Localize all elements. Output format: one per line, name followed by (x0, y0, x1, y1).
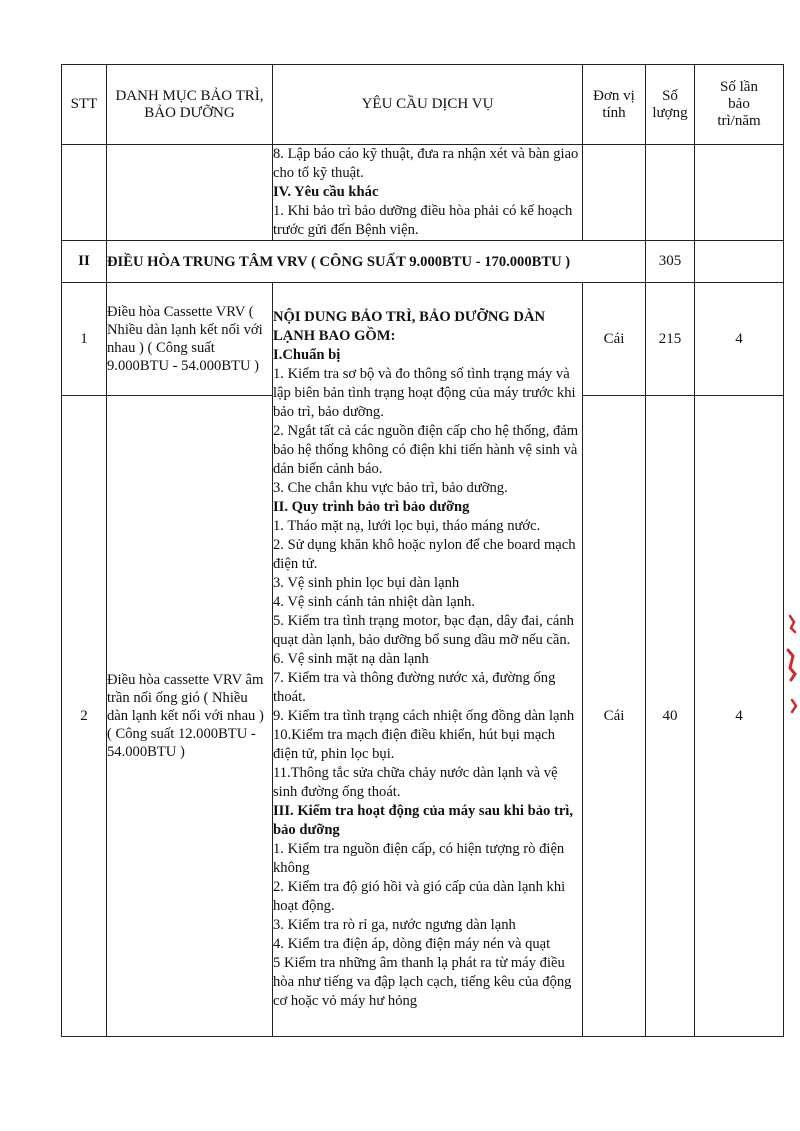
maintenance-table (61, 64, 784, 1037)
requirement-line: 11.Thông tắc sửa chữa chảy nước dàn lạnh và vệ sinh đường ống thoát. (273, 765, 558, 800)
item-stt: 2 (62, 396, 107, 1037)
requirements-list (273, 308, 582, 1011)
requirement-line: 6. Vệ sinh mặt nạ dàn lạnh (273, 651, 429, 667)
cell-empty (107, 145, 273, 241)
requirement-line: 5. Kiểm tra tình trạng motor, bạc đạn, dây đai, cánh quạt dàn lạnh, bảo dưỡng bổ sung dầu mỡ nếu cần. (273, 613, 574, 648)
continued-requirements-cell (273, 145, 583, 241)
table-row-continued (62, 145, 784, 241)
section-row (62, 241, 784, 283)
requirement-heading: IV. Yêu cầu khác (273, 184, 379, 200)
item-stt: 1 (62, 283, 107, 396)
section-stt: II (62, 241, 107, 283)
item-unit: Cái (583, 396, 646, 1037)
requirement-line: 5 Kiểm tra những âm thanh lạ phát ra từ máy điều hòa như tiếng va đập lạch cạch, tiếng kêu của động cơ hoặc vỏ máy hư hỏng (273, 955, 572, 1009)
requirement-line: 3. Kiểm tra rò rỉ ga, nước ngưng dàn lạnh (273, 917, 516, 933)
item-quantity: 215 (646, 283, 695, 396)
document-table-container (61, 64, 784, 1037)
requirement-line: 3. Che chắn khu vực bảo trì, bảo dưỡng. (273, 480, 508, 496)
requirement-line: 10.Kiểm tra mạch điện điều khiển, hút bụi mạch điện tử, phin lọc bụi. (273, 727, 556, 762)
requirement-line: 1. Kiểm tra sơ bộ và đo thông số tình trạng máy và lập biên bản tình trạng hoạt động của máy trước khi bảo trì, bảo dưỡng. (273, 366, 576, 420)
cell-empty (583, 145, 646, 241)
requirements-cell (273, 283, 583, 1037)
requirement-line: 7. Kiểm tra và thông đường nước xả, đường ống thoát. (273, 670, 556, 705)
header-category: DANH MỤC BẢO TRÌ, BẢO DƯỠNG (107, 65, 273, 145)
requirement-line: 1. Khi bảo trì bảo dưỡng điều hòa phải có kế hoạch trước gửi đến Bệnh viện. (273, 203, 573, 238)
requirement-line: 3. Vệ sinh phin lọc bụi dàn lạnh (273, 575, 460, 591)
requirement-line: 1. Tháo mặt nạ, lưới lọc bụi, tháo máng nước. (273, 518, 541, 534)
requirement-line: 4. Kiểm tra điện áp, dòng điện máy nén và quạt (273, 936, 551, 952)
continued-requirements-list (273, 145, 582, 240)
requirement-line: 4. Vệ sinh cánh tản nhiệt dàn lạnh. (273, 594, 475, 610)
requirement-heading: II. Quy trình bảo trì bảo dưỡng (273, 499, 470, 515)
requirement-line: 2. Sử dụng khăn khô hoặc nylon để che board mạch điện tử. (273, 537, 576, 572)
cell-empty (62, 145, 107, 241)
section-quantity: 305 (646, 241, 695, 283)
table-row (62, 283, 784, 396)
header-stt: STT (62, 65, 107, 145)
section-title: ĐIỀU HÒA TRUNG TÂM VRV ( CÔNG SUẤT 9.000BTU - 170.000BTU ) (107, 241, 646, 283)
requirement-line: 1. Kiểm tra nguồn điện cấp, có hiện tượng rò điện không (273, 841, 565, 876)
cell-empty (646, 145, 695, 241)
requirement-heading: NỘI DUNG BẢO TRÌ, BẢO DƯỠNG DÀN LẠNH BAO GỒM: (273, 309, 546, 344)
item-unit: Cái (583, 283, 646, 396)
item-frequency: 4 (695, 283, 784, 396)
requirement-line: 2. Ngắt tất cả các nguồn điện cấp cho hệ thống, đảm bảo hệ thống không có điện khi tiến hành vệ sinh và dán biển cảnh báo. (273, 423, 579, 477)
requirement-line: 9. Kiểm tra tình trạng cách nhiệt ống đồng dàn lạnh (273, 708, 575, 724)
item-frequency: 4 (695, 396, 784, 1037)
requirement-heading: I.Chuẩn bị (273, 347, 341, 363)
header-frequency: Số lần bảo trì/năm (695, 65, 784, 145)
item-category: Điều hòa Cassette VRV ( Nhiều dàn lạnh kết nối với nhau ) ( Công suất 9.000BTU - 54.000BTU ) (107, 283, 273, 396)
cell-empty (695, 241, 784, 283)
item-category: Điều hòa cassette VRV âm trần nối ống gió ( Nhiều dàn lạnh kết nối với nhau ) ( Công suất 12.000BTU - 54.000BTU ) (107, 396, 273, 1037)
table-header-row (62, 65, 784, 145)
item-quantity: 40 (646, 396, 695, 1037)
header-unit: Đơn vị tính (583, 65, 646, 145)
red-stamp-edge (778, 610, 800, 720)
header-quantity: Số lượng (646, 65, 695, 145)
requirement-heading: III. Kiểm tra hoạt động của máy sau khi bảo trì, bảo dưỡng (273, 803, 574, 838)
requirement-line: 8. Lập báo cáo kỹ thuật, đưa ra nhận xét và bàn giao cho tổ kỹ thuật. (273, 146, 579, 181)
cell-empty (695, 145, 784, 241)
header-requirements: YÊU CẦU DỊCH VỤ (273, 65, 583, 145)
requirement-line: 2. Kiểm tra độ gió hồi và gió cấp của dàn lạnh khi hoạt động. (273, 879, 566, 914)
